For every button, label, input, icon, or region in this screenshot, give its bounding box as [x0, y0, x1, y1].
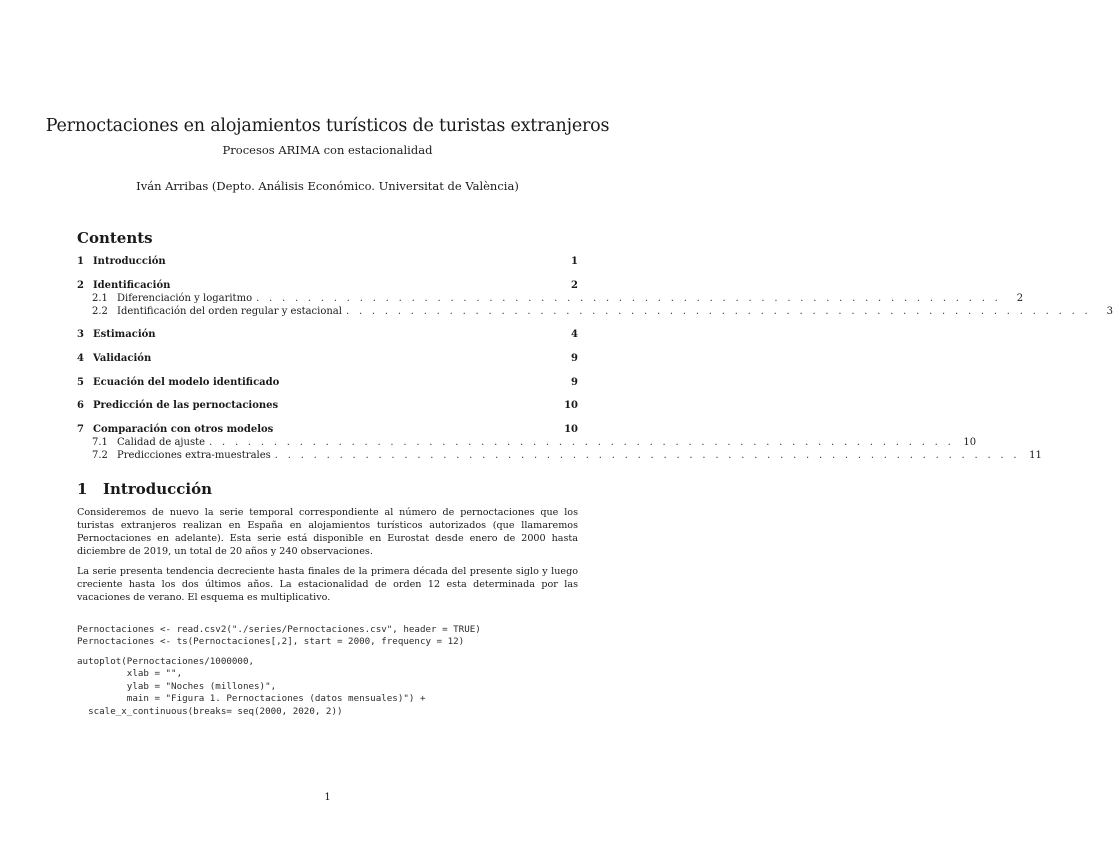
- code-line: main = "Figura 1. Pernoctaciones (datos mensuales)") +: [77, 693, 426, 705]
- page-number: 1: [324, 792, 331, 803]
- toc-entry-label: Predicciones extra-muestrales: [117, 450, 271, 461]
- toc-entry-label: Diferenciación y logaritmo: [117, 293, 253, 304]
- paragraph: Consideremos de nuevo la serie temporal correspondiente al número de pernoctaciones que los turistas extranjeros realizan en España en alojamientos turísticos autorizados (que llamaremos Pernoctaciones en adelante). Esta serie está disponible en Eurostat desde enero de 2000 hasta diciembre de 2019, un total de 20 años y 240 observaciones.: [77, 507, 578, 557]
- section-title: Introducción: [103, 480, 213, 498]
- toc-entry-label: Comparación con otros modelos: [93, 424, 274, 435]
- toc-entry-page: 10: [963, 437, 977, 448]
- code-line: Pernoctaciones <- ts(Pernoctaciones[,2], start = 2000, frequency = 12): [77, 636, 465, 648]
- toc-leader-dots: . . . . . . . . . . . . . . . . . . . . . . . . . . . . . . . . . . . . . . . . . . . . . . . . . . . . . . . . . .: [209, 437, 955, 448]
- toc-entry-page: 2: [1016, 293, 1024, 304]
- toc-entry-label: Predicción de las pernoctaciones: [93, 400, 279, 411]
- contents-heading: Contents: [77, 229, 153, 247]
- paragraph: La serie presenta tendencia decreciente hasta finales de la primera década del presente siglo y luego creciente hasta los dos últimos años. La estacionalidad de orden 12 esta determinada por las vacaciones de verano. El esquema es multiplicativo.: [77, 566, 578, 603]
- toc-entry-label: Estimación: [93, 329, 156, 340]
- toc-entry[interactable]: [77, 293, 1024, 307]
- toc-entry-number: 3: [77, 329, 84, 340]
- toc-entry-label: Validación: [93, 353, 152, 364]
- toc-entry-page: 9: [571, 377, 578, 388]
- section-heading: [77, 480, 212, 498]
- toc-entry-page: 4: [571, 329, 578, 340]
- toc-entry-number: 7.2: [92, 450, 108, 461]
- toc-entry[interactable]: [77, 280, 578, 294]
- code-line: autoplot(Pernoctaciones/1000000,: [77, 655, 255, 667]
- toc-leader-dots: . . . . . . . . . . . . . . . . . . . . . . . . . . . . . . . . . . . . . . . . . . . . . . . . . . . . . . . . . .: [345, 306, 1092, 317]
- toc-entry[interactable]: [77, 329, 578, 343]
- code-line: ylab = "Noches (millones)",: [77, 680, 277, 692]
- toc-entry-number: 6: [77, 400, 84, 411]
- toc-entry[interactable]: [77, 437, 977, 451]
- document-author: Iván Arribas (Depto. Análisis Económico. Universitat de València): [136, 179, 519, 193]
- toc-entry-page: 9: [571, 353, 578, 364]
- toc-entry-label: Calidad de ajuste: [117, 437, 206, 448]
- toc-entry-label: Introducción: [93, 256, 166, 267]
- toc-entry[interactable]: [77, 450, 1042, 464]
- toc-entry-page: 11: [1029, 450, 1042, 461]
- document-title: Pernoctaciones en alojamientos turísticos de turistas extranjeros: [45, 116, 610, 136]
- toc-entry-label: Identificación: [93, 280, 171, 291]
- toc-leader-dots: . . . . . . . . . . . . . . . . . . . . . . . . . . . . . . . . . . . . . . . . . . . . . . . . . . . . . . . . . .: [274, 450, 1020, 461]
- section-number: 1: [77, 480, 88, 498]
- toc-entry-number: 5: [77, 377, 84, 388]
- code-line: scale_x_continuous(breaks= seq(2000, 2020, 2)): [77, 705, 343, 717]
- toc-entry-page: 2: [571, 280, 578, 291]
- code-line: xlab = "",: [77, 668, 183, 680]
- toc-entry-number: 2.1: [92, 293, 108, 304]
- toc-entry-number: 7.1: [92, 437, 108, 448]
- toc-entry[interactable]: [77, 400, 578, 414]
- toc-entry-number: 7: [77, 424, 84, 435]
- code-line: Pernoctaciones <- read.csv2("./series/Pernoctaciones.csv", header = TRUE): [77, 623, 481, 635]
- document-subtitle: Procesos ARIMA con estacionalidad: [222, 143, 433, 157]
- toc-entry-number: 2.2: [92, 306, 108, 317]
- toc-entry-label: Identificación del orden regular y estacional: [117, 306, 342, 317]
- toc-entry[interactable]: [77, 256, 578, 270]
- toc-entry[interactable]: [77, 306, 1113, 320]
- toc-entry-page: 10: [564, 400, 578, 411]
- toc-entry-label: Ecuación del modelo identificado: [93, 377, 280, 388]
- toc-entry[interactable]: [77, 424, 578, 438]
- toc-leader-dots: . . . . . . . . . . . . . . . . . . . . . . . . . . . . . . . . . . . . . . . . . . . . . . . . . . . . . . . . . .: [256, 293, 1002, 304]
- toc-entry-page: 1: [571, 256, 578, 267]
- toc-entry[interactable]: [77, 353, 578, 367]
- toc-entry[interactable]: [77, 377, 578, 391]
- toc-entry-number: 2: [77, 280, 84, 291]
- toc-entry-page: 3: [1106, 306, 1113, 317]
- toc-entry-page: 10: [564, 424, 578, 435]
- toc-entry-number: 1: [77, 256, 84, 267]
- code-block: [77, 643, 578, 731]
- toc-entry-number: 4: [77, 353, 84, 364]
